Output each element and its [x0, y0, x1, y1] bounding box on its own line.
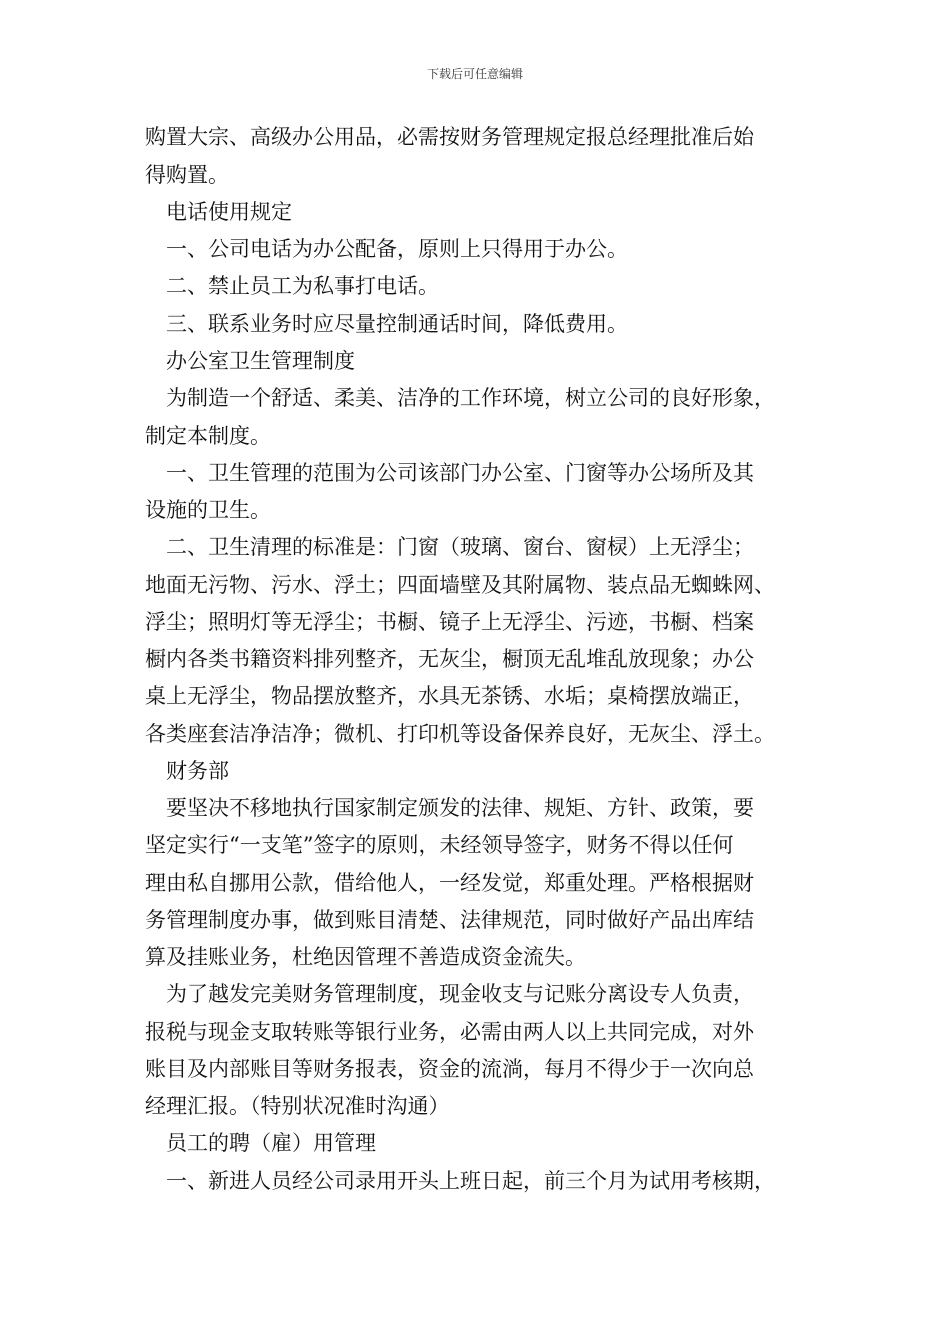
body-line: 为了越发完美财务管理制度，现金收支与记账分离设专人负责，	[166, 982, 754, 1006]
section-heading: 办公室卫生管理制度	[166, 349, 355, 373]
body-line: 得购置。	[145, 163, 229, 187]
section-heading: 电话使用规定	[166, 200, 292, 224]
body-line: 一、卫生管理的范围为公司该部门办公室、门窗等办公场所及其	[166, 461, 754, 485]
body-line: 坚定实行“一支笔”签字的原则，未经领导签字，财务不得以任何	[145, 833, 734, 857]
body-line: 设施的卫生。	[145, 498, 271, 522]
body-line: 橱内各类书籍资料排列整齐，无灰尘，橱顶无乱堆乱放现象；办公	[145, 647, 754, 671]
body-line: 各类座套洁净洁净；微机、打印机等设备保养良好，无灰尘、浮土。	[145, 722, 775, 746]
section-heading: 财务部	[166, 759, 229, 783]
body-line: 购置大宗、高级办公用品，必需按财务管理规定报总经理批准后始	[145, 125, 754, 149]
page-header: 下载后可任意编辑	[426, 67, 523, 81]
body-line: 理由私自挪用公款，借给他人，一经发觉，郑重处理。严格根据财	[145, 871, 754, 895]
body-line: 地面无污物、污水、浮土；四面墙壁及其附属物、装点品无蜘蛛网、	[145, 573, 775, 597]
body-line: 为制造一个舒适、柔美、洁净的工作环境，树立公司的良好形象，	[166, 386, 775, 410]
body-line: 报税与现金支取转账等银行业务，必需由两人以上共同完成，对外	[145, 1020, 754, 1044]
body-line: 二、卫生清理的标准是：门窗（玻璃、窗台、窗棂）上无浮尘；	[166, 535, 754, 559]
body-line: 三、联系业务时应尽量控制通话时间，降低费用。	[166, 312, 628, 336]
section-heading: 员工的聘（雇）用管理	[166, 1131, 376, 1155]
body-line: 一、新进人员经公司录用开头上班日起，前三个月为试用考核期，	[166, 1169, 775, 1193]
body-line: 务管理制度办事，做到账目清楚、法律规范，同时做好产品出库结	[145, 908, 754, 932]
body-line: 桌上无浮尘，物品摆放整齐，水具无茶锈、水垢；桌椅摆放端正，	[145, 684, 754, 708]
body-line: 一、公司电话为办公配备，原则上只得用于办公。	[166, 237, 628, 261]
body-line: 经理汇报。（特别状况准时沟通）	[145, 1094, 450, 1118]
body-line: 二、禁止员工为私事打电话。	[166, 274, 439, 298]
body-line: 制定本制度。	[145, 424, 271, 448]
body-line: 浮尘；照明灯等无浮尘；书橱、镜子上无浮尘、污迹，书橱、档案	[145, 610, 754, 634]
body-line: 算及挂账业务，杜绝因管理不善造成资金流失。	[145, 945, 586, 969]
body-line: 要坚决不移地执行国家制定颁发的法律、规矩、方针、政策，要	[166, 796, 754, 820]
body-line: 账目及内部账目等财务报表，资金的流淌，每月不得少于一次向总	[145, 1057, 754, 1081]
